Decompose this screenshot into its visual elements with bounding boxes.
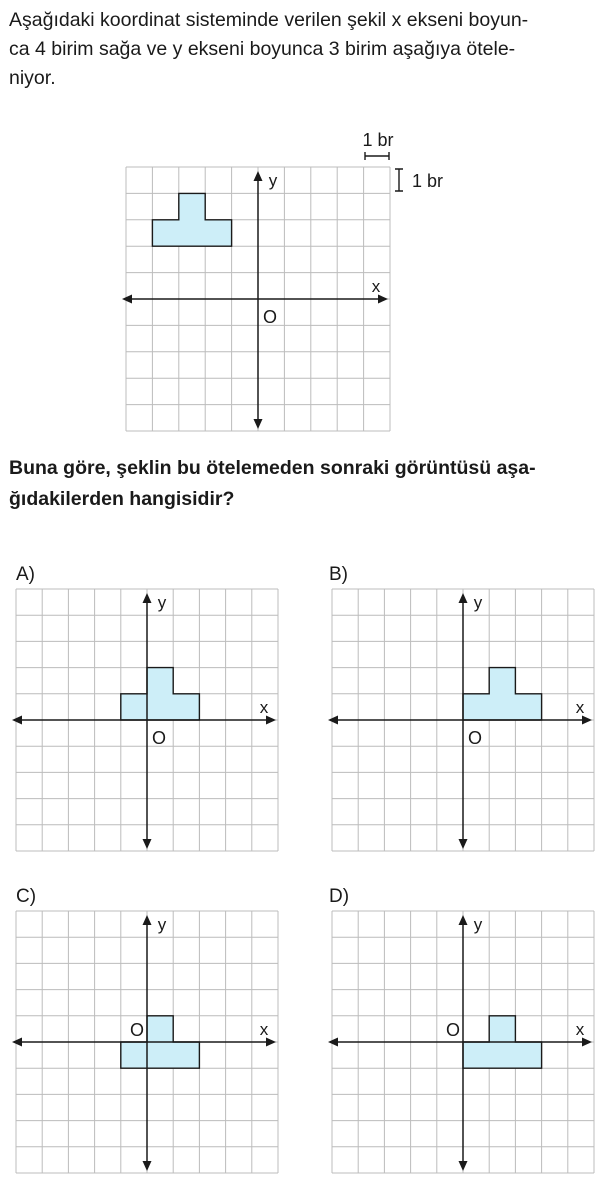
main-coordinate-plane [125, 130, 465, 436]
x-axis-arrow-left [328, 1038, 338, 1047]
x-axis-label: x [371, 277, 381, 296]
question-line-3: niyor. [9, 67, 56, 89]
y-axis-label: y [473, 915, 483, 934]
x-axis-arrow-left [328, 716, 338, 725]
shape [152, 193, 231, 246]
vertical-unit-mark [395, 169, 403, 191]
y-axis-arrow-up [459, 593, 468, 603]
vertical-unit-label: 1 br [412, 171, 444, 191]
option-c-label[interactable] [16, 886, 36, 908]
y-axis-arrow-down [459, 839, 468, 849]
question-text [9, 6, 597, 93]
y-axis-label: y [473, 593, 483, 612]
y-axis-label: y [157, 915, 167, 934]
y-axis-label: y [268, 171, 278, 190]
y-axis-arrow-up [143, 915, 152, 925]
option-b-plane[interactable] [330, 588, 603, 860]
horizontal-unit-mark [365, 152, 389, 160]
x-axis-label: x [575, 1020, 585, 1039]
x-axis-label: x [575, 698, 585, 717]
x-axis-label: x [259, 698, 269, 717]
origin-label: O [129, 1020, 145, 1040]
prompt-line-1: Buna göre, şeklin bu ötelemeden sonraki görüntüsü aşa- [9, 457, 536, 479]
unit-legend [362, 130, 443, 191]
x-axis-arrow-left [12, 1038, 22, 1047]
option-a-label[interactable] [16, 564, 35, 586]
x-axis-arrow-left [122, 295, 132, 304]
option-d-letter: D) [329, 886, 350, 907]
x-axis-label: x [259, 1020, 269, 1039]
origin-label: O [467, 728, 483, 748]
origin-label: O [445, 1020, 461, 1040]
option-c-plane[interactable] [14, 910, 294, 1182]
option-d-plane[interactable] [330, 910, 603, 1182]
option-d-label[interactable] [329, 886, 349, 908]
option-b-letter: B) [329, 564, 348, 585]
y-axis-arrow-up [254, 171, 263, 181]
horizontal-unit-label: 1 br [362, 130, 394, 150]
shape [121, 668, 200, 720]
option-b-label[interactable] [329, 564, 348, 586]
y-axis-arrow-down [459, 1161, 468, 1171]
y-axis-label: y [157, 593, 167, 612]
origin-label: O [151, 728, 167, 748]
question-line-1: Aşağıdaki koordinat sisteminde verilen şekil x ekseni boyun- [9, 9, 529, 31]
y-axis-arrow-down [143, 839, 152, 849]
y-axis-arrow-up [459, 915, 468, 925]
option-a-letter: A) [16, 564, 35, 585]
origin-label: O [262, 307, 278, 327]
y-axis-arrow-up [143, 593, 152, 603]
y-axis-arrow-down [143, 1161, 152, 1171]
y-axis-arrow-down [254, 419, 263, 429]
option-a-plane[interactable] [14, 588, 294, 860]
option-c-letter: C) [16, 886, 37, 907]
shape [463, 668, 542, 720]
prompt-text [9, 453, 597, 515]
x-axis-arrow-left [12, 716, 22, 725]
prompt-line-2: ğıdakilerden hangisidir? [9, 488, 235, 510]
question-line-2: ca 4 birim sağa ve y ekseni boyunca 3 birim aşağıya ötele- [9, 38, 516, 60]
